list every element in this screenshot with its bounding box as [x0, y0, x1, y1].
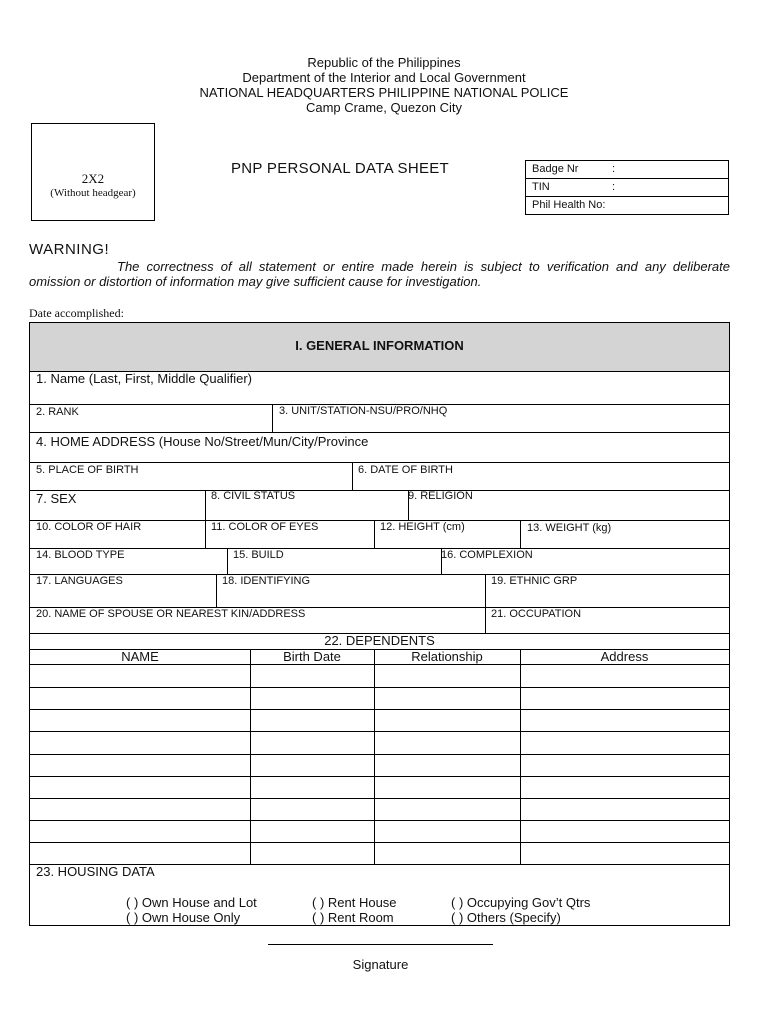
- photo-note-label: (Without headgear): [50, 187, 136, 199]
- field-languages[interactable]: 17. LANGUAGES: [36, 575, 123, 587]
- dependents-title: 22. DEPENDENTS: [324, 633, 435, 648]
- field-color-of-hair[interactable]: 10. COLOR OF HAIR: [36, 521, 142, 533]
- page-title: PNP PERSONAL DATA SHEET: [230, 160, 450, 177]
- row-divider: [30, 798, 729, 799]
- tin-row[interactable]: [526, 179, 728, 197]
- row-divider: [30, 490, 729, 491]
- field-home-address[interactable]: 4. HOME ADDRESS (House No/Street/Mun/City/Province: [36, 434, 369, 449]
- tin-label: TIN: [532, 181, 550, 193]
- field-occupation[interactable]: 21. OCCUPATION: [491, 608, 582, 620]
- field-sex[interactable]: 7. SEX: [36, 491, 77, 506]
- col-divider: [352, 462, 353, 490]
- field-identifying[interactable]: 18. IDENTIFYING: [222, 575, 311, 587]
- row-divider: [30, 574, 729, 575]
- philhealth-label: Phil Health No:: [532, 199, 606, 211]
- col-divider: [374, 520, 375, 548]
- header-location: Camp Crame, Quezon City: [305, 100, 463, 115]
- row-divider: [30, 820, 729, 821]
- dependents-col-name: NAME: [121, 649, 159, 664]
- field-complexion[interactable]: 16. COMPLEXION: [441, 549, 533, 561]
- col-divider: [520, 520, 521, 548]
- badge-number-row[interactable]: [526, 161, 728, 179]
- housing-title: 23. HOUSING DATA: [36, 864, 155, 879]
- field-height[interactable]: 12. HEIGHT (cm): [380, 521, 465, 533]
- warning-heading: WARNING!: [29, 241, 110, 258]
- col-divider: [250, 649, 251, 864]
- col-divider: [216, 574, 217, 607]
- col-divider: [485, 574, 486, 633]
- photo-box: [31, 123, 155, 221]
- housing-occupying-govt-qtrs[interactable]: ( ) Occupying Gov’t Qtrs: [451, 895, 591, 910]
- field-build[interactable]: 15. BUILD: [233, 549, 284, 561]
- signature-label: Signature: [352, 957, 409, 972]
- header-republic: Republic of the Philippines: [307, 55, 461, 70]
- photo-size-label: 2X2: [81, 171, 105, 186]
- general-information-form: [29, 322, 730, 926]
- date-accomplished-label: Date accomplished:: [29, 306, 124, 320]
- field-color-of-eyes[interactable]: 11. COLOR OF EYES: [211, 521, 319, 533]
- dependents-col-birth-date: Birth Date: [283, 649, 341, 664]
- housing-own-house-only[interactable]: ( ) Own House Only: [126, 910, 241, 925]
- row-divider: [30, 664, 729, 665]
- row-divider: [30, 709, 729, 710]
- row-divider: [30, 548, 729, 549]
- header-pnp: NATIONAL HEADQUARTERS PHILIPPINE NATIONAL POLICE: [199, 85, 569, 100]
- field-weight[interactable]: 13. WEIGHT (kg): [527, 522, 612, 534]
- id-number-box: [525, 160, 729, 215]
- field-date-of-birth[interactable]: 6. DATE OF BIRTH: [358, 464, 453, 476]
- badge-number-label: Badge Nr: [532, 163, 579, 175]
- col-divider: [272, 404, 273, 432]
- row-divider: [30, 842, 729, 843]
- warning-body: The correctness of all statement or entire made herein is subject to verification and any deliberate omission or distortion of information may give sufficient cause for investigation.: [29, 259, 730, 289]
- field-place-of-birth[interactable]: 5. PLACE OF BIRTH: [36, 464, 139, 476]
- badge-colon: :: [612, 163, 616, 175]
- housing-rent-room[interactable]: ( ) Rent Room: [312, 910, 394, 925]
- row-divider: [30, 432, 729, 433]
- row-divider: [30, 754, 729, 755]
- field-name[interactable]: 1. Name (Last, First, Middle Qualifier): [36, 371, 253, 386]
- dependents-col-address: Address: [600, 649, 649, 664]
- field-rank[interactable]: 2. RANK: [36, 406, 79, 418]
- section-title-general-information: I. GENERAL INFORMATION: [30, 323, 729, 372]
- row-divider: [30, 687, 729, 688]
- col-divider: [227, 548, 228, 574]
- row-divider: [30, 731, 729, 732]
- housing-others[interactable]: ( ) Others (Specify): [451, 910, 561, 925]
- tin-colon: :: [612, 181, 616, 193]
- col-divider: [205, 490, 206, 548]
- philhealth-row[interactable]: [526, 197, 728, 214]
- col-divider: [374, 649, 375, 864]
- field-civil-status[interactable]: 8. CIVIL STATUS: [211, 490, 296, 502]
- signature-line[interactable]: [268, 944, 493, 945]
- field-ethnic-group[interactable]: 19. ETHNIC GRP: [491, 575, 578, 587]
- field-religion[interactable]: 9. RELIGION: [408, 490, 473, 502]
- field-blood-type[interactable]: 14. BLOOD TYPE: [36, 549, 125, 561]
- warning-text: [29, 259, 730, 289]
- col-divider: [520, 649, 521, 864]
- dependents-col-relationship: Relationship: [411, 649, 483, 664]
- housing-own-house-and-lot[interactable]: ( ) Own House and Lot: [126, 895, 257, 910]
- header-department: Department of the Interior and Local Government: [242, 70, 526, 85]
- field-spouse-or-kin[interactable]: 20. NAME OF SPOUSE OR NEAREST KIN/ADDRESS: [36, 608, 306, 620]
- row-divider: [30, 462, 729, 463]
- row-divider: [30, 776, 729, 777]
- housing-rent-house[interactable]: ( ) Rent House: [312, 895, 397, 910]
- field-unit[interactable]: 3. UNIT/STATION-NSU/PRO/NHQ: [279, 405, 448, 417]
